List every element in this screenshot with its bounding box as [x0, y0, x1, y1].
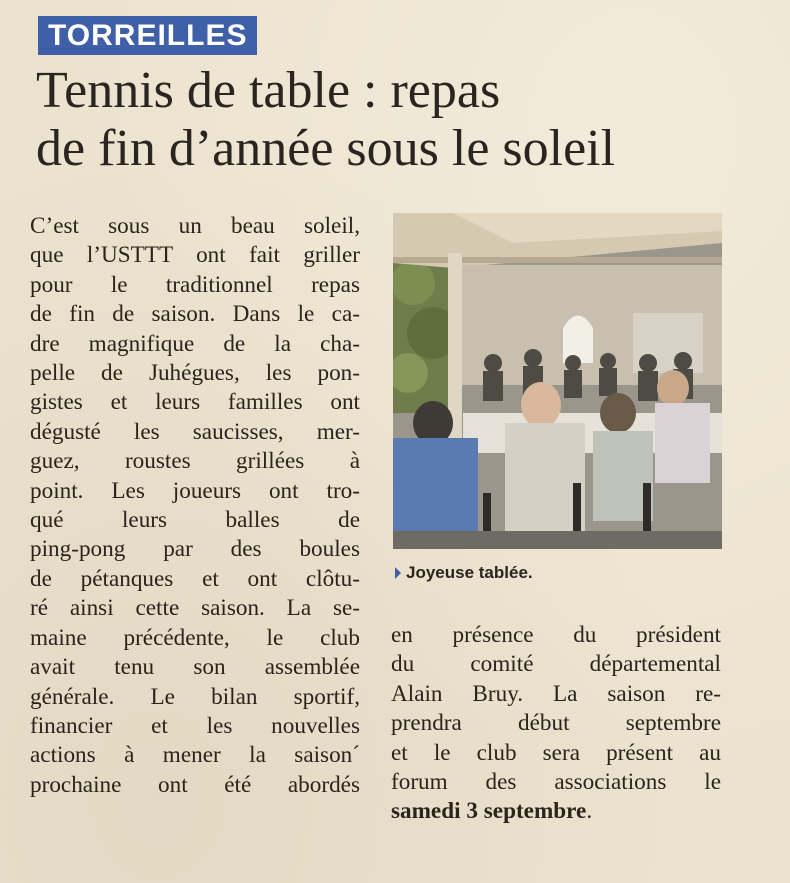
body-line: en présence du président — [391, 622, 721, 648]
body-line: prendra début septembre — [391, 710, 721, 737]
body-line: que l’USTTT ont fait griller — [30, 242, 360, 269]
section-kicker: TORREILLES — [38, 16, 257, 55]
body-line: ping-pong par des boules — [30, 536, 360, 563]
body-line: et le club sera présent au — [391, 739, 721, 766]
article-body-left — [30, 212, 360, 800]
headline-line-1: Tennis de table : repas — [36, 62, 501, 119]
body-line: dégusté les saucisses, mer- — [30, 418, 360, 445]
final-punctuation: . — [586, 798, 593, 825]
event-photo — [393, 213, 722, 549]
body-line: pelle de Juhégues, les pon- — [30, 360, 360, 387]
body-line: du comité départemental — [391, 651, 721, 678]
body-line: générale. Le bilan sportif, — [30, 683, 360, 710]
body-line: de fin de saison. Dans le ca- — [30, 301, 360, 328]
body-line: de pétanques et ont clôtu- — [30, 565, 360, 592]
body-line: gistes et leurs familles ont — [30, 389, 360, 416]
body-line: ré ainsi cette saison. La se- — [30, 595, 360, 622]
body-line: avait tenu son assemblée — [30, 654, 360, 681]
body-line: C’est sous un beau soleil, — [30, 213, 360, 239]
headline — [36, 62, 776, 178]
body-line: maine précédente, le club — [30, 624, 360, 651]
headline-line-2: de fin d’année sous le soleil — [36, 120, 616, 177]
caption-bullet-icon — [395, 567, 401, 579]
body-line: forum des associations le — [391, 769, 721, 796]
body-line: prochaine ont été abordés — [30, 771, 360, 798]
body-line: point. Les joueurs ont tro- — [30, 477, 360, 504]
body-line: financier et les nouvelles — [30, 712, 360, 739]
body-line: dre magnifique de la cha- — [30, 330, 360, 357]
body-line: actions à mener la saison´ — [30, 742, 360, 769]
photo-caption — [395, 563, 533, 583]
event-date: samedi 3 septembre — [391, 798, 587, 825]
photo-caption-text: Joyeuse tablée. — [406, 563, 533, 582]
body-line-final — [391, 797, 721, 826]
article-body-right — [391, 621, 721, 827]
body-line: guez, roustes grillées à — [30, 448, 360, 475]
body-line: qué leurs balles de — [30, 507, 360, 534]
body-line: Alain Bruy. La saison re- — [391, 680, 721, 707]
body-line: pour le traditionnel repas — [30, 271, 360, 298]
